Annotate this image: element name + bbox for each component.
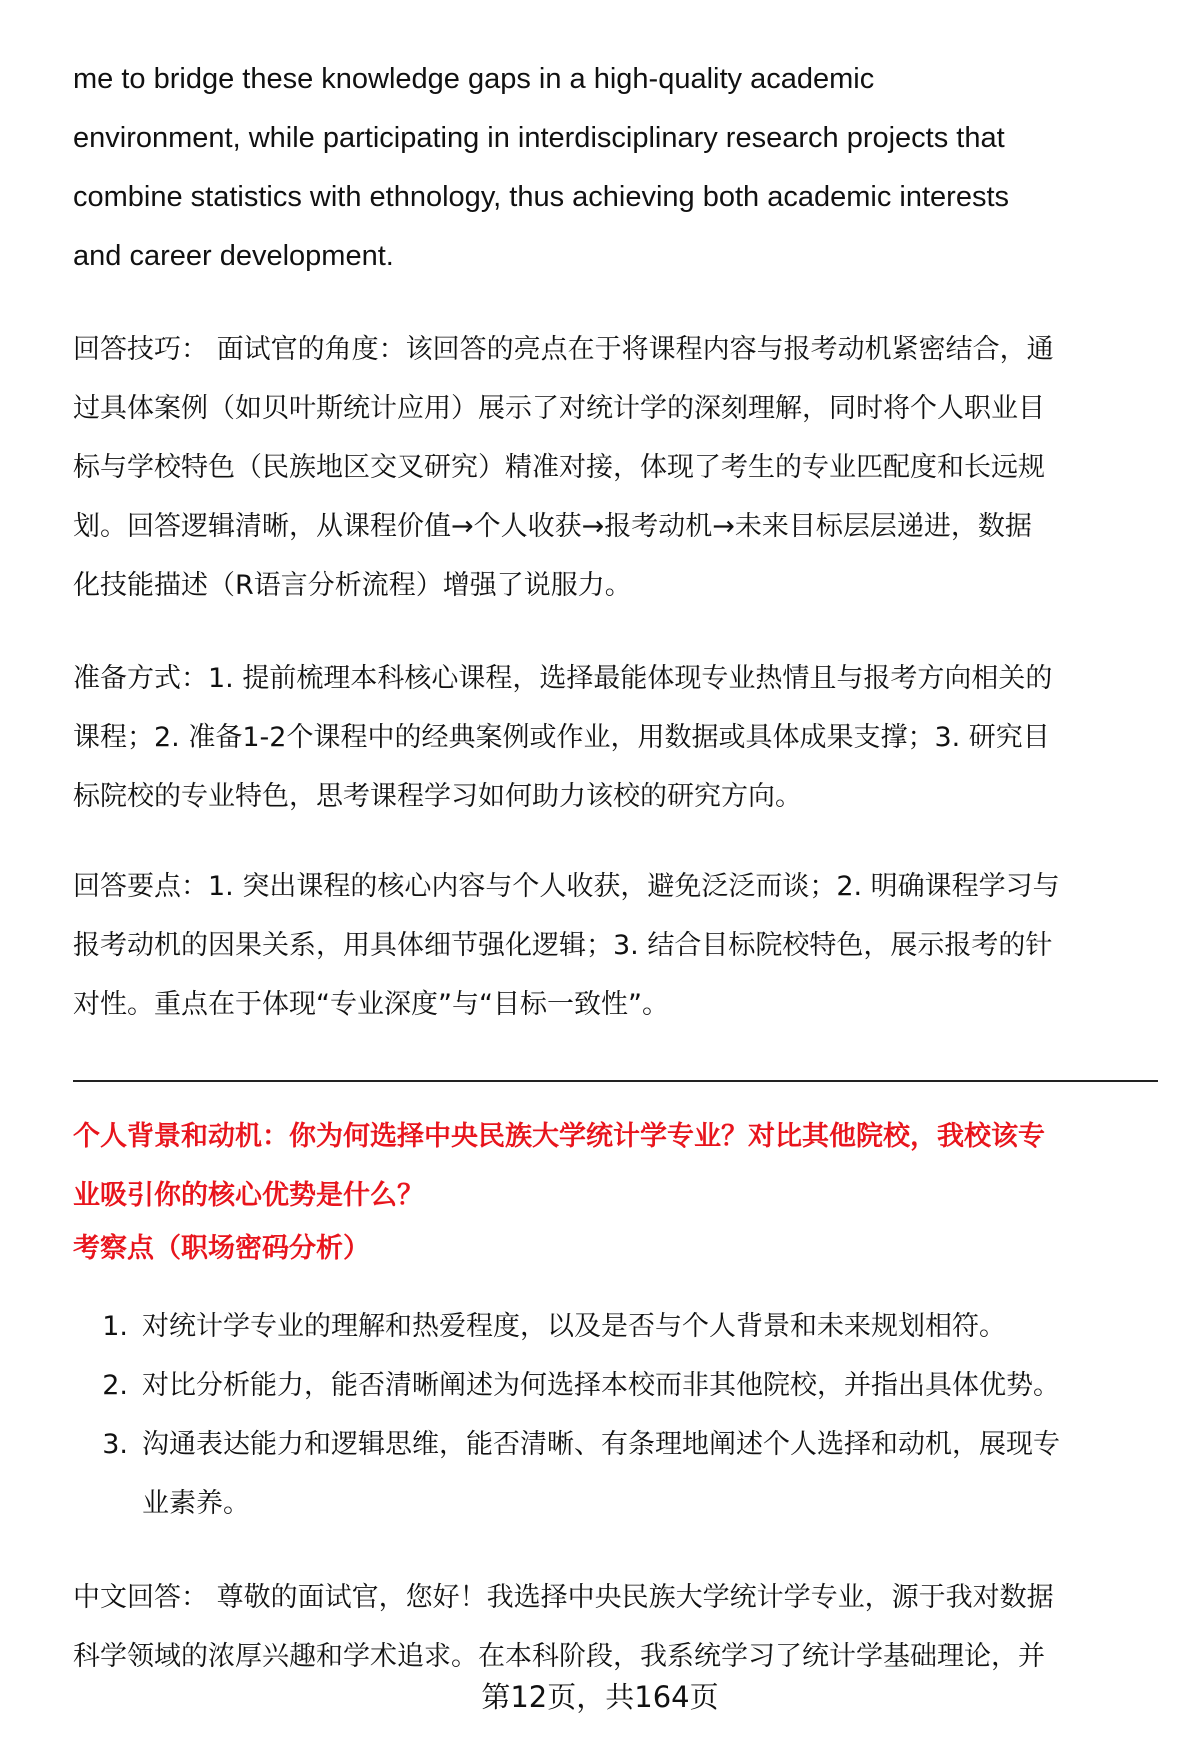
text-line: 业吸引你的核心优势是什么？ xyxy=(73,1180,424,1211)
answer-tips-paragraph xyxy=(73,320,1158,615)
text-line: 对性。重点在于体现“专业深度”与“目标一致性”。 xyxy=(73,989,669,1020)
text-line: 化技能描述（R语言分析流程）增强了说服力。 xyxy=(73,570,632,601)
text-line: 标院校的专业特色，思考课程学习如何助力该校的研究方向。 xyxy=(73,781,802,812)
assessment-title: 考察点（职场密码分析） xyxy=(73,1233,370,1264)
text-line: 报考动机的因果关系，用具体细节强化逻辑；3. 结合目标院校特色，展示报考的针 xyxy=(73,930,1053,961)
key-points-paragraph xyxy=(73,857,1158,1034)
text-line: 标与学校特色（民族地区交叉研究）精准对接，体现了考生的专业匹配度和长远规 xyxy=(73,452,1045,483)
list-item xyxy=(73,1356,1158,1415)
preparation-paragraph xyxy=(73,649,1158,826)
list-number: 1. xyxy=(102,1311,128,1342)
text-line: 业素养。 xyxy=(142,1488,250,1519)
text-line: 对比分析能力，能否清晰阐述为何选择本校而非其他院校，并指出具体优势。 xyxy=(142,1370,1060,1401)
question-heading xyxy=(73,1107,1158,1225)
chinese-answer-paragraph xyxy=(73,1568,1158,1686)
english-continuation-paragraph xyxy=(73,50,1158,286)
text-line: 对统计学专业的理解和热爱程度，以及是否与个人背景和未来规划相符。 xyxy=(142,1311,1006,1342)
text-line: environment, while participating in interdisciplinary research projects that xyxy=(73,122,1005,154)
assessment-list xyxy=(73,1297,1158,1533)
text-line: 回答要点：1. 突出课程的核心内容与个人收获，避免泛泛而谈；2. 明确课程学习与 xyxy=(73,871,1060,902)
text-line: 科学领域的浓厚兴趣和学术追求。在本科阶段，我系统学习了统计学基础理论，并 xyxy=(73,1641,1045,1672)
text-line: 沟通表达能力和逻辑思维，能否清晰、有条理地阐述个人选择和动机，展现专 xyxy=(142,1429,1060,1460)
text-line: 划。回答逻辑清晰，从课程价值→个人收获→报考动机→未来目标层层递进，数据 xyxy=(73,511,1032,542)
list-item xyxy=(73,1415,1158,1533)
page-number: 第12页，共164页 xyxy=(481,1680,719,1714)
text-line: 课程；2. 准备1-2个课程中的经典案例或作业，用数据或具体成果支撑；3. 研究目 xyxy=(73,722,1050,753)
text-line: 回答技巧： 面试官的角度：该回答的亮点在于将课程内容与报考动机紧密结合，通 xyxy=(73,334,1054,365)
text-line: and career development. xyxy=(73,240,394,272)
text-line: 准备方式：1. 提前梳理本科核心课程，选择最能体现专业热情且与报考方向相关的 xyxy=(73,663,1053,694)
text-line: me to bridge these knowledge gaps in a high-quality academic xyxy=(73,63,875,95)
list-item xyxy=(73,1297,1158,1356)
text-line: combine statistics with ethnology, thus achieving both academic interests xyxy=(73,181,1010,213)
section-divider xyxy=(73,1080,1158,1082)
list-number: 2. xyxy=(102,1370,128,1401)
text-line: 个人背景和动机：你为何选择中央民族大学统计学专业？对比其他院校，我校该专 xyxy=(73,1121,1045,1152)
text-line: 过具体案例（如贝叶斯统计应用）展示了对统计学的深刻理解，同时将个人职业目 xyxy=(73,393,1045,424)
text-line: 中文回答： 尊敬的面试官，您好！我选择中央民族大学统计学专业，源于我对数据 xyxy=(73,1582,1054,1613)
list-number: 3. xyxy=(102,1429,128,1460)
